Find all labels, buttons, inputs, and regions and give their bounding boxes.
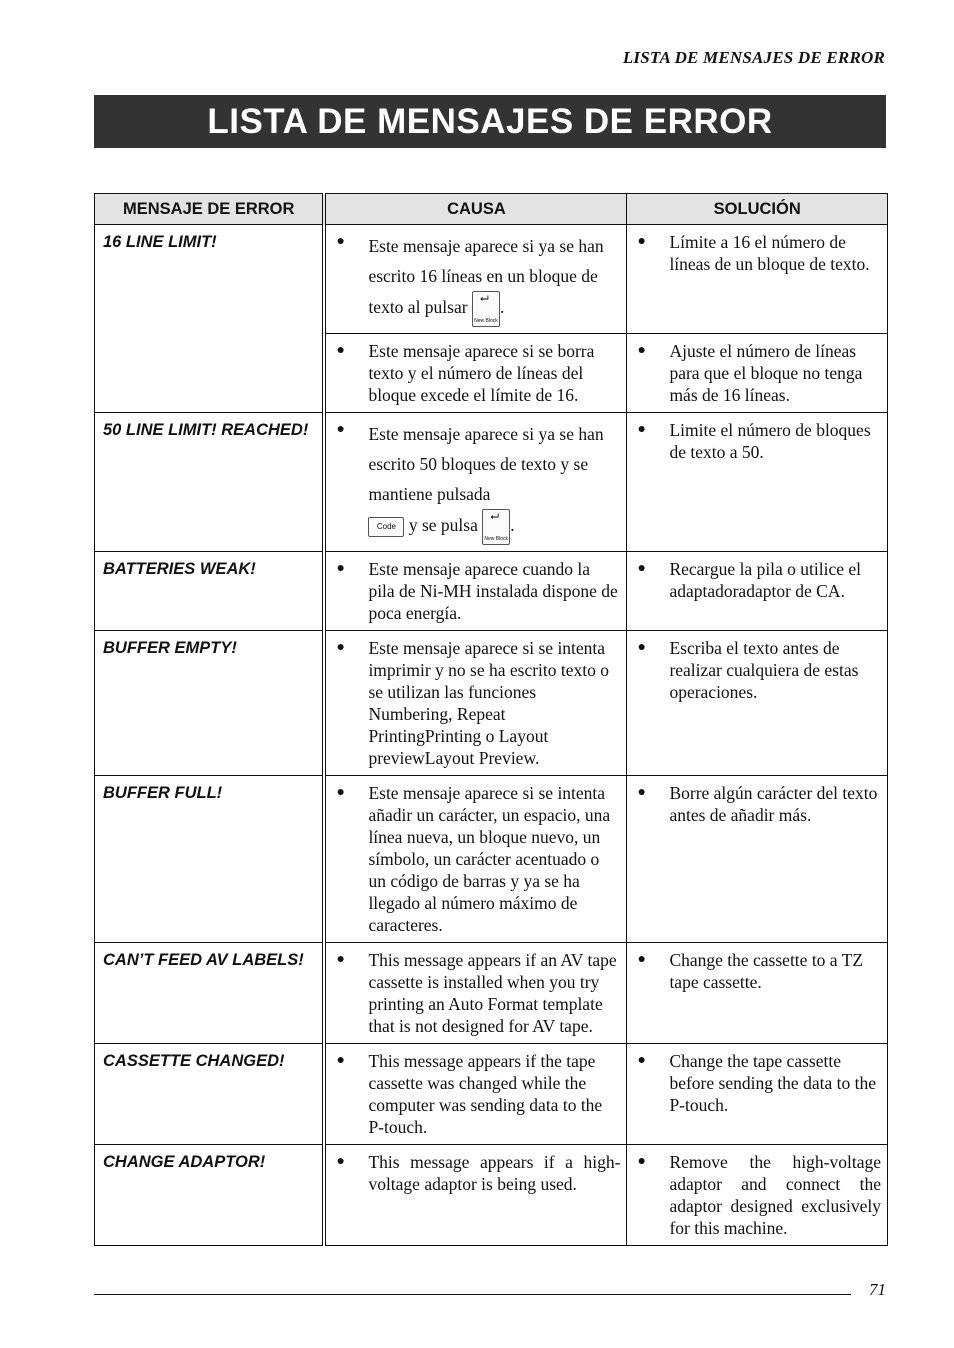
table-row (95, 631, 888, 776)
cause-cell (324, 631, 627, 776)
running-header: LISTA DE MENSAJES DE ERROR (622, 48, 885, 67)
bullet-icon: ● (637, 952, 646, 967)
bullet-icon: ● (336, 422, 345, 437)
cause-cell (324, 552, 627, 631)
error-message: CHANGE ADAPTOR! (95, 1145, 325, 1246)
cause-cell (324, 776, 627, 943)
solution-cell (627, 943, 888, 1044)
table-row (95, 225, 888, 334)
new-block-key-icon: ⮠ New Block (472, 291, 500, 327)
solution-cell (627, 631, 888, 776)
bullet-icon: ● (336, 785, 345, 800)
bullet-icon: ● (336, 1053, 345, 1068)
error-messages-table (94, 193, 888, 1246)
cause-text: Este mensaje aparece si se intenta imprimir y no se ha escrito texto o se utilizan las funciones Numbering, Repeat PrintingPrinting o Layout previewLayout Preview. (368, 638, 610, 768)
footer-divider (94, 1294, 851, 1295)
table-row (95, 552, 888, 631)
solution-cell (627, 1145, 888, 1246)
bullet-icon: ● (637, 343, 646, 358)
error-message: 50 LINE LIMIT! REACHED! (95, 413, 325, 552)
bullet-icon: ● (637, 422, 646, 437)
cause-text: This message appears if an AV tape cassette is installed when you try printing an Auto Format template that is not designed for AV tape. (368, 950, 617, 1036)
bullet-icon: ● (336, 952, 345, 967)
page-number: 71 (869, 1280, 886, 1299)
error-message: 16 LINE LIMIT! (95, 225, 325, 413)
solution-text: Change the tape cassette before sending the data to the P-touch. (669, 1051, 876, 1115)
solution-cell (627, 225, 888, 334)
error-message: CAN’T FEED AV LABELS! (95, 943, 325, 1044)
solution-cell (627, 1044, 888, 1145)
cause-text: Este mensaje aparece si se borra texto y el número de líneas del bloque excede el límite de 16. (368, 341, 595, 405)
error-message: BATTERIES WEAK! (95, 552, 325, 631)
table-row (95, 776, 888, 943)
bullet-icon: ● (336, 561, 345, 576)
cause-cell (324, 1145, 627, 1246)
solution-text: Change the cassette to a TZ tape cassette. (669, 950, 864, 992)
bullet-icon: ● (637, 785, 646, 800)
solution-text: Recargue la pila o utilice el adaptadoradaptor de CA. (669, 559, 862, 601)
bullet-icon: ● (336, 343, 345, 358)
column-header-solution: SOLUCIÓN (627, 194, 888, 225)
solution-text: Borre algún carácter del texto antes de añadir más. (669, 783, 878, 825)
bullet-icon: ● (637, 561, 646, 576)
cause-cell (324, 225, 627, 334)
cause-cell (324, 943, 627, 1044)
error-message: BUFFER FULL! (95, 776, 325, 943)
solution-cell (627, 776, 888, 943)
error-message: BUFFER EMPTY! (95, 631, 325, 776)
table-row (95, 943, 888, 1044)
cause-cell (324, 413, 627, 552)
cause-text: Este mensaje aparece si ya se han escrito 16 líneas en un bloque de texto al pulsar ⮠ New Block . (368, 231, 620, 327)
bullet-icon: ● (637, 1053, 646, 1068)
solution-text: Límite a 16 el número de líneas de un bloque de texto. (669, 232, 870, 274)
new-block-key-icon: ⮠ New Block (482, 509, 510, 545)
table-row (95, 1044, 888, 1145)
cause-text: Este mensaje aparece cuando la pila de Ni-MH instalada dispone de poca energía. (368, 559, 618, 623)
table-row (95, 1145, 888, 1246)
bullet-icon: ● (637, 1154, 646, 1169)
bullet-icon: ● (336, 234, 345, 249)
page-title: LISTA DE MENSAJES DE ERROR (94, 95, 886, 148)
bullet-icon: ● (336, 640, 345, 655)
solution-text: Ajuste el número de líneas para que el bloque no tenga más de 16 líneas. (669, 341, 863, 405)
solution-cell (627, 552, 888, 631)
cause-text: Este mensaje aparece si ya se han escrito 50 bloques de texto y se mantiene pulsada Code y se pulsa ⮠ New Block . (368, 419, 620, 545)
solution-text: Limite el número de bloques de texto a 50. (669, 420, 871, 462)
code-key-icon: Code (368, 517, 404, 537)
bullet-icon: ● (637, 234, 646, 249)
column-header-message: MENSAJE DE ERROR (95, 194, 325, 225)
cause-text: This message appears if the tape cassette was changed while the computer was sending data to the P-touch. (368, 1051, 603, 1137)
table-row (95, 413, 888, 552)
solution-cell (627, 413, 888, 552)
cause-text: This message appears if a high-voltage adaptor is being used. (368, 1152, 621, 1194)
bullet-icon: ● (637, 640, 646, 655)
table-header-row (95, 194, 888, 225)
solution-cell (627, 334, 888, 413)
error-message: CASSETTE CHANGED! (95, 1044, 325, 1145)
cause-text: Este mensaje aparece si se intenta añadir un carácter, un espacio, una línea nueva, un bloque nuevo, un símbolo, un carácter acentuado o un código de barras y ya se ha llegado al número máximo de caracteres. (368, 783, 611, 935)
cause-cell (324, 1044, 627, 1145)
cause-cell (324, 334, 627, 413)
column-header-cause: CAUSA (324, 194, 627, 225)
solution-text: Escriba el texto antes de realizar cualquiera de estas operaciones. (669, 638, 859, 702)
solution-text: Remove the high-voltage adaptor and connect the adaptor designed exclusively for this machine. (669, 1152, 881, 1238)
bullet-icon: ● (336, 1154, 345, 1169)
